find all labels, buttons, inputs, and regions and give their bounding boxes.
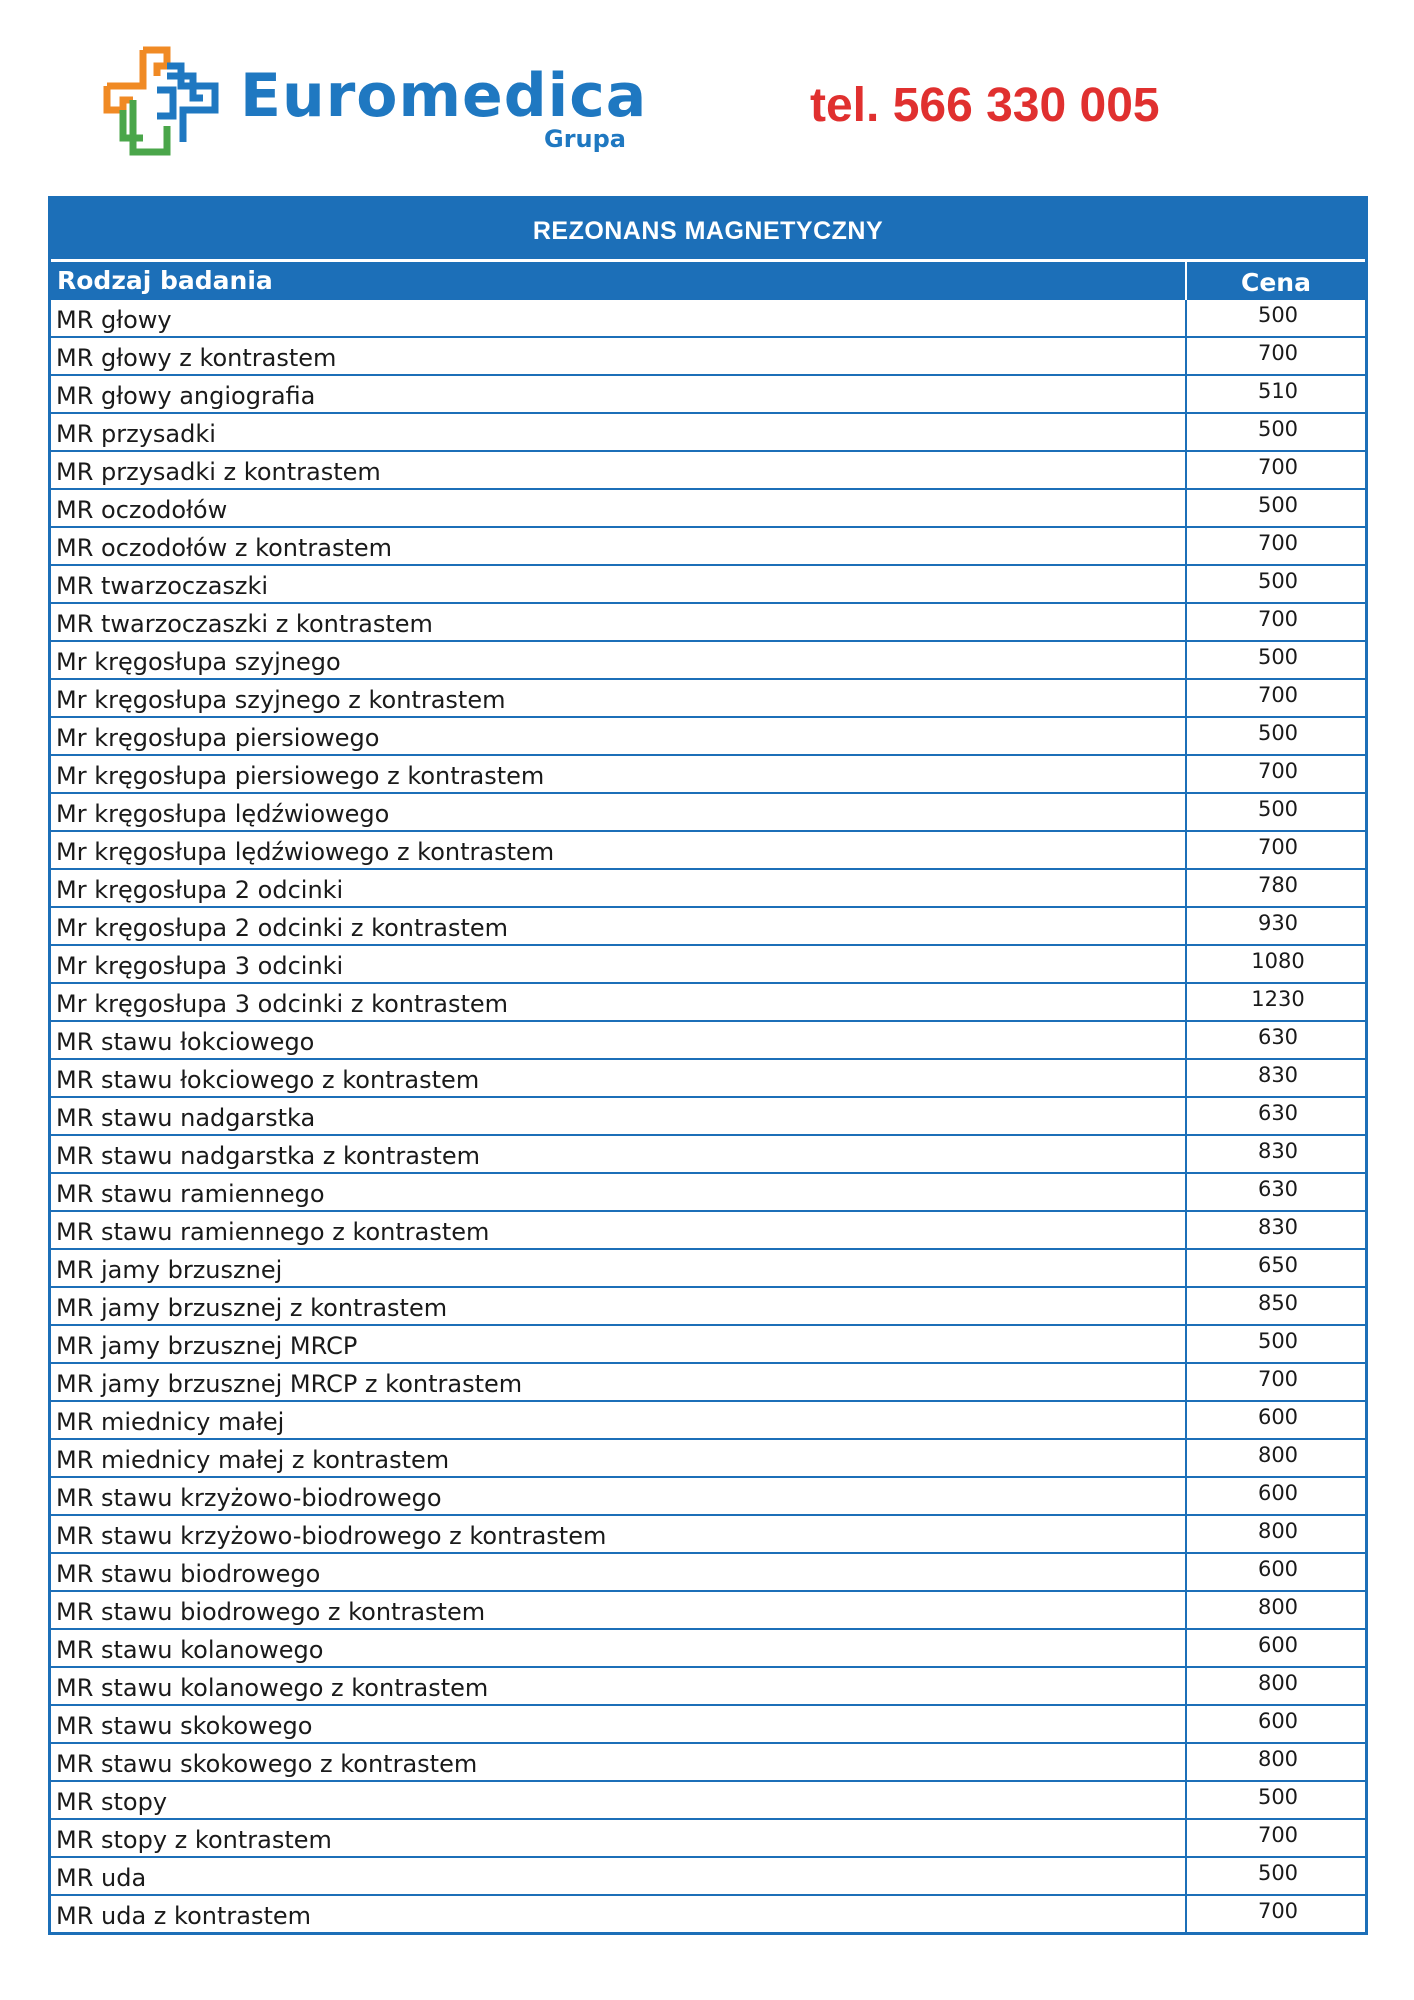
- table-row: [51, 1020, 1365, 1058]
- price-cell: 830: [1257, 1215, 1299, 1239]
- exam-name-cell: MR miednicy małej z kontrastem: [51, 1440, 1187, 1476]
- exam-name-cell: Mr kręgosłupa piersiowego z kontrastem: [51, 756, 1187, 792]
- price-cell: 700: [1257, 759, 1299, 783]
- exam-name-cell: Mr kręgosłupa lędźwiowego z kontrastem: [51, 832, 1187, 868]
- exam-name-cell: Mr kręgosłupa lędźwiowego: [51, 794, 1187, 830]
- exam-name-cell: Mr kręgosłupa piersiowego: [51, 718, 1187, 754]
- exam-name-cell: MR stawu krzyżowo-biodrowego z kontrastem: [51, 1516, 1187, 1552]
- price-cell: 800: [1257, 1595, 1299, 1619]
- table-row: [51, 1818, 1365, 1856]
- table-row: [51, 1210, 1365, 1248]
- table-row: [51, 1514, 1365, 1552]
- price-cell: 700: [1257, 683, 1299, 707]
- exam-name-cell: Mr kręgosłupa szyjnego z kontrastem: [51, 680, 1187, 716]
- price-cell: 500: [1257, 1329, 1299, 1353]
- exam-name-cell: MR stopy z kontrastem: [51, 1820, 1187, 1856]
- exam-name-cell: MR głowy angiografia: [51, 376, 1187, 412]
- exam-name-cell: MR stawu nadgarstka: [51, 1098, 1187, 1134]
- table-row: [51, 1172, 1365, 1210]
- column-header-exam: Rodzaj badania: [51, 262, 1187, 300]
- exam-name-cell: MR jamy brzusznej z kontrastem: [51, 1288, 1187, 1324]
- price-cell: 780: [1257, 873, 1299, 897]
- price-cell: 510: [1257, 379, 1299, 403]
- price-cell: 500: [1257, 1785, 1299, 1809]
- table-row: [51, 1666, 1365, 1704]
- table-row: [51, 1780, 1365, 1818]
- table-row: [51, 1134, 1365, 1172]
- table-row: [51, 982, 1365, 1020]
- table-row: [51, 1856, 1365, 1894]
- exam-name-cell: MR stawu ramiennego: [51, 1174, 1187, 1210]
- price-cell: 600: [1257, 1481, 1299, 1505]
- table-row: [51, 1286, 1365, 1324]
- table-row: [51, 374, 1365, 412]
- exam-name-cell: Mr kręgosłupa 2 odcinki z kontrastem: [51, 908, 1187, 944]
- exam-name-cell: MR uda z kontrastem: [51, 1896, 1187, 1932]
- exam-name-cell: MR stawu skokowego z kontrastem: [51, 1744, 1187, 1780]
- exam-name-cell: Mr kręgosłupa 3 odcinki z kontrastem: [51, 984, 1187, 1020]
- table-row: [51, 1476, 1365, 1514]
- exam-name-cell: MR stawu łokciowego: [51, 1022, 1187, 1058]
- table-row: [51, 450, 1365, 488]
- exam-name-cell: Mr kręgosłupa szyjnego: [51, 642, 1187, 678]
- exam-name-cell: MR stawu biodrowego z kontrastem: [51, 1592, 1187, 1628]
- table-row: [51, 754, 1365, 792]
- price-cell: 700: [1257, 1367, 1299, 1391]
- price-cell: 600: [1257, 1633, 1299, 1657]
- exam-name-cell: MR stawu kolanowego z kontrastem: [51, 1668, 1187, 1704]
- price-cell: 600: [1257, 1405, 1299, 1429]
- brand-name: Euromedica: [240, 61, 648, 131]
- table-row: [51, 1400, 1365, 1438]
- exam-name-cell: MR uda: [51, 1858, 1187, 1894]
- exam-name-cell: MR jamy brzusznej MRCP: [51, 1326, 1187, 1362]
- exam-name-cell: MR jamy brzusznej: [51, 1250, 1187, 1286]
- price-cell: 700: [1257, 1899, 1299, 1923]
- table-row: [51, 868, 1365, 906]
- table-row: [51, 488, 1365, 526]
- exam-name-cell: MR stawu krzyżowo-biodrowego: [51, 1478, 1187, 1514]
- exam-name-cell: MR głowy z kontrastem: [51, 338, 1187, 374]
- table-row: [51, 1742, 1365, 1780]
- price-cell: 700: [1257, 531, 1299, 555]
- exam-name-cell: Mr kręgosłupa 3 odcinki: [51, 946, 1187, 982]
- brand-subtitle: Grupa: [544, 125, 626, 153]
- exam-name-cell: MR stawu łokciowego z kontrastem: [51, 1060, 1187, 1096]
- table-row: [51, 1438, 1365, 1476]
- table-row: [51, 1894, 1365, 1932]
- table-row: [51, 678, 1365, 716]
- exam-name-cell: MR stawu skokowego: [51, 1706, 1187, 1742]
- price-cell: 650: [1257, 1253, 1299, 1277]
- price-cell: 630: [1257, 1177, 1299, 1201]
- column-header-price: Cena: [1241, 268, 1311, 297]
- table-row: [51, 336, 1365, 374]
- table-row: [51, 300, 1365, 336]
- price-cell: 800: [1257, 1747, 1299, 1771]
- exam-name-cell: Mr kręgosłupa 2 odcinki: [51, 870, 1187, 906]
- table-row: [51, 1324, 1365, 1362]
- table-row: [51, 906, 1365, 944]
- brand: [240, 60, 648, 160]
- price-cell: 800: [1257, 1443, 1299, 1467]
- table-title: REZONANS MAGNETYCZNY: [51, 199, 1365, 262]
- price-cell: 500: [1257, 303, 1299, 327]
- exam-name-cell: MR stawu biodrowego: [51, 1554, 1187, 1590]
- price-cell: 830: [1257, 1139, 1299, 1163]
- price-cell: 630: [1257, 1025, 1299, 1049]
- price-cell: 700: [1257, 1823, 1299, 1847]
- table-row: [51, 830, 1365, 868]
- price-cell: 850: [1257, 1291, 1299, 1315]
- price-cell: 1080: [1251, 949, 1305, 973]
- table-row: [51, 1628, 1365, 1666]
- table-row: [51, 564, 1365, 602]
- price-table: [48, 196, 1368, 1935]
- exam-name-cell: MR przysadki z kontrastem: [51, 452, 1187, 488]
- price-cell: 600: [1257, 1709, 1299, 1733]
- price-cell: 800: [1257, 1671, 1299, 1695]
- price-cell: 500: [1257, 493, 1299, 517]
- table-row: [51, 792, 1365, 830]
- price-cell: 1230: [1251, 987, 1305, 1011]
- price-cell: 500: [1257, 797, 1299, 821]
- price-cell: 500: [1257, 1861, 1299, 1885]
- table-row: [51, 1362, 1365, 1400]
- table-header-row: [51, 262, 1365, 300]
- exam-name-cell: MR głowy: [51, 300, 1187, 336]
- table-row: [51, 1590, 1365, 1628]
- exam-name-cell: MR stawu kolanowego: [51, 1630, 1187, 1666]
- price-cell: 930: [1257, 911, 1299, 935]
- exam-name-cell: MR przysadki: [51, 414, 1187, 450]
- table-row: [51, 1552, 1365, 1590]
- table-row: [51, 640, 1365, 678]
- exam-name-cell: MR stawu ramiennego z kontrastem: [51, 1212, 1187, 1248]
- exam-name-cell: MR twarzoczaszki: [51, 566, 1187, 602]
- exam-name-cell: MR twarzoczaszki z kontrastem: [51, 604, 1187, 640]
- phone-number: tel. 566 330 005: [810, 79, 1160, 132]
- table-row: [51, 526, 1365, 564]
- table-row: [51, 602, 1365, 640]
- table-row: [51, 1096, 1365, 1134]
- table-row: [51, 412, 1365, 450]
- price-cell: 500: [1257, 721, 1299, 745]
- table-row: [51, 944, 1365, 982]
- price-cell: 700: [1257, 455, 1299, 479]
- table-row: [51, 1704, 1365, 1742]
- table-row: [51, 716, 1365, 754]
- price-cell: 800: [1257, 1519, 1299, 1543]
- exam-name-cell: MR miednicy małej: [51, 1402, 1187, 1438]
- exam-name-cell: MR stawu nadgarstka z kontrastem: [51, 1136, 1187, 1172]
- euromedica-logo-icon: [103, 46, 223, 156]
- exam-name-cell: MR oczodołów z kontrastem: [51, 528, 1187, 564]
- price-cell: 830: [1257, 1063, 1299, 1087]
- price-cell: 700: [1257, 835, 1299, 859]
- exam-name-cell: MR jamy brzusznej MRCP z kontrastem: [51, 1364, 1187, 1400]
- price-cell: 500: [1257, 645, 1299, 669]
- exam-name-cell: MR oczodołów: [51, 490, 1187, 526]
- exam-name-cell: MR stopy: [51, 1782, 1187, 1818]
- table-body: [51, 300, 1365, 1932]
- price-cell: 700: [1257, 607, 1299, 631]
- price-cell: 500: [1257, 417, 1299, 441]
- price-cell: 700: [1257, 341, 1299, 365]
- price-cell: 630: [1257, 1101, 1299, 1125]
- price-cell: 600: [1257, 1557, 1299, 1581]
- table-row: [51, 1248, 1365, 1286]
- table-row: [51, 1058, 1365, 1096]
- price-cell: 500: [1257, 569, 1299, 593]
